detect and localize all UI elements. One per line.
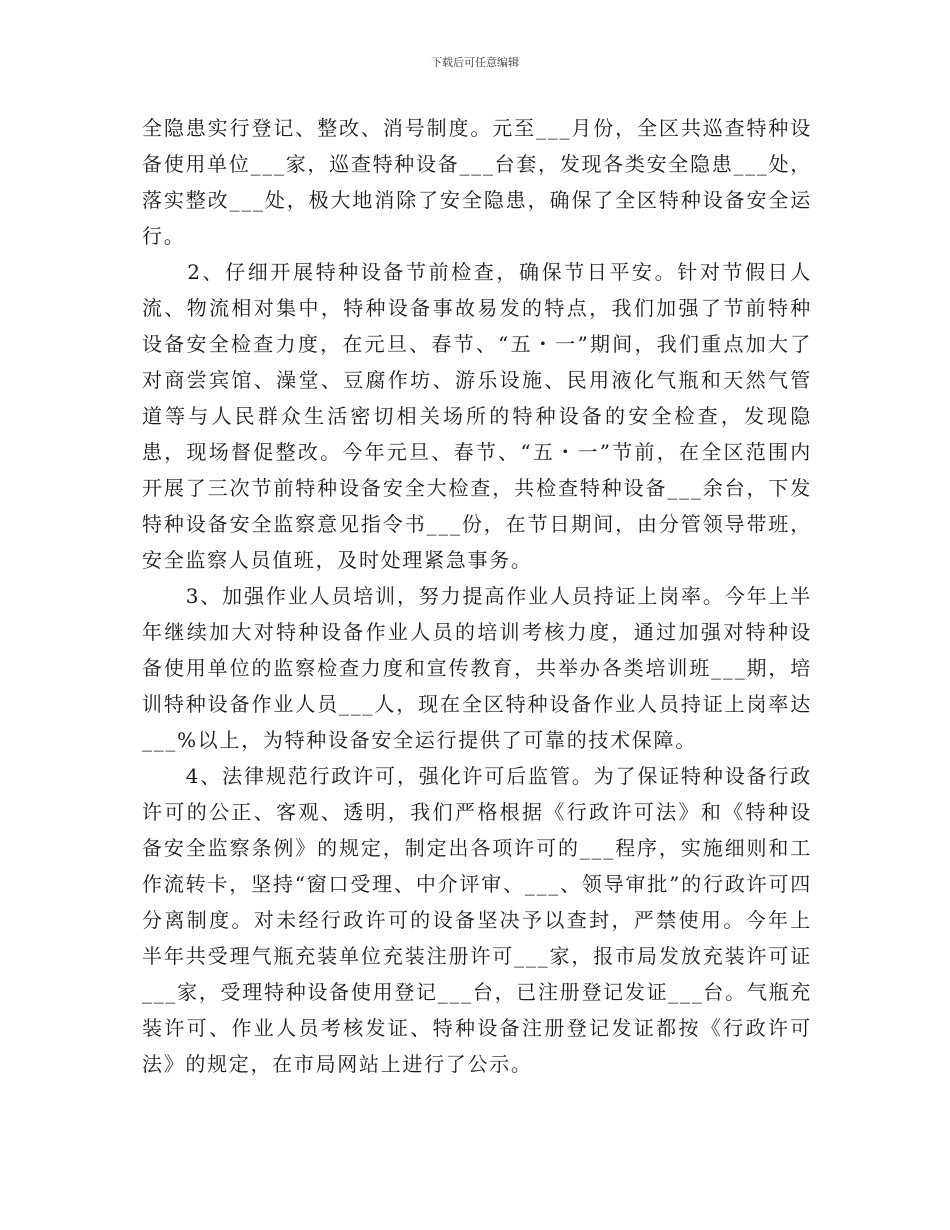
page-header: 下载后可任意编辑 [431,56,519,69]
paragraph-1: 全隐患实行登记、整改、消号制度。元至___月份，全区共巡查特种设备使用单位___家，巡查特种设备___台套，发现各类安全隐患___处，落实整改___处，极大地消除了安全隐患，确保了全区特种设备安全运行。 [142,116,812,248]
paragraph-4: 4、法律规范行政许可，强化许可后监管。为了保证特种设备行政许可的公正、客观、透明，我们严格根据《行政许可法》和《特种设备安全监察条例》的规定，制定出各项许可的___程序，实施细则和工作流转卡，坚持“窗口受理、中介评审、___、领导审批”的行政许可四分离制度。对未经行政许可的设备坚决予以查封，严禁使用。今年上半年共受理气瓶充装单位充装注册许可___家，报市局发放充装许可证___家，受理特种设备使用登记___台，已注册登记发证___台。气瓶充装许可、作业人员考核发证、特种设备注册登记发证都按《行政许可法》的规定，在市局网站上进行了公示。 [142,764,812,1076]
paragraph-2: 2、仔细开展特种设备节前检查，确保节日平安。针对节假日人流、物流相对集中，特种设备事故易发的特点，我们加强了节前特种设备安全检查力度，在元旦、春节、“五・一”期间，我们重点加大了对商尝宾馆、澡堂、豆腐作坊、游乐设施、民用液化气瓶和天然气管道等与人民群众生活密切相关场所的特种设备的安全检查，发现隐患，现场督促整改。今年元旦、春节、“五・一”节前，在全区范围内开展了三次节前特种设备安全大检查，共检查特种设备___余台，下发特种设备安全监察意见指令书___份，在节日期间，由分管领导带班，安全监察人员值班，及时处理紧急事务。 [142,260,812,572]
document-body [142,110,812,1082]
paragraph-3: 3、加强作业人员培训，努力提高作业人员持证上岗率。今年上半年继续加大对特种设备作业人员的培训考核力度，通过加强对特种设备使用单位的监察检查力度和宣传教育，共举办各类培训班___期，培训特种设备作业人员___人，现在全区特种设备作业人员持证上岗率达___%以上，为特种设备安全运行提供了可靠的技术保障。 [142,584,812,752]
